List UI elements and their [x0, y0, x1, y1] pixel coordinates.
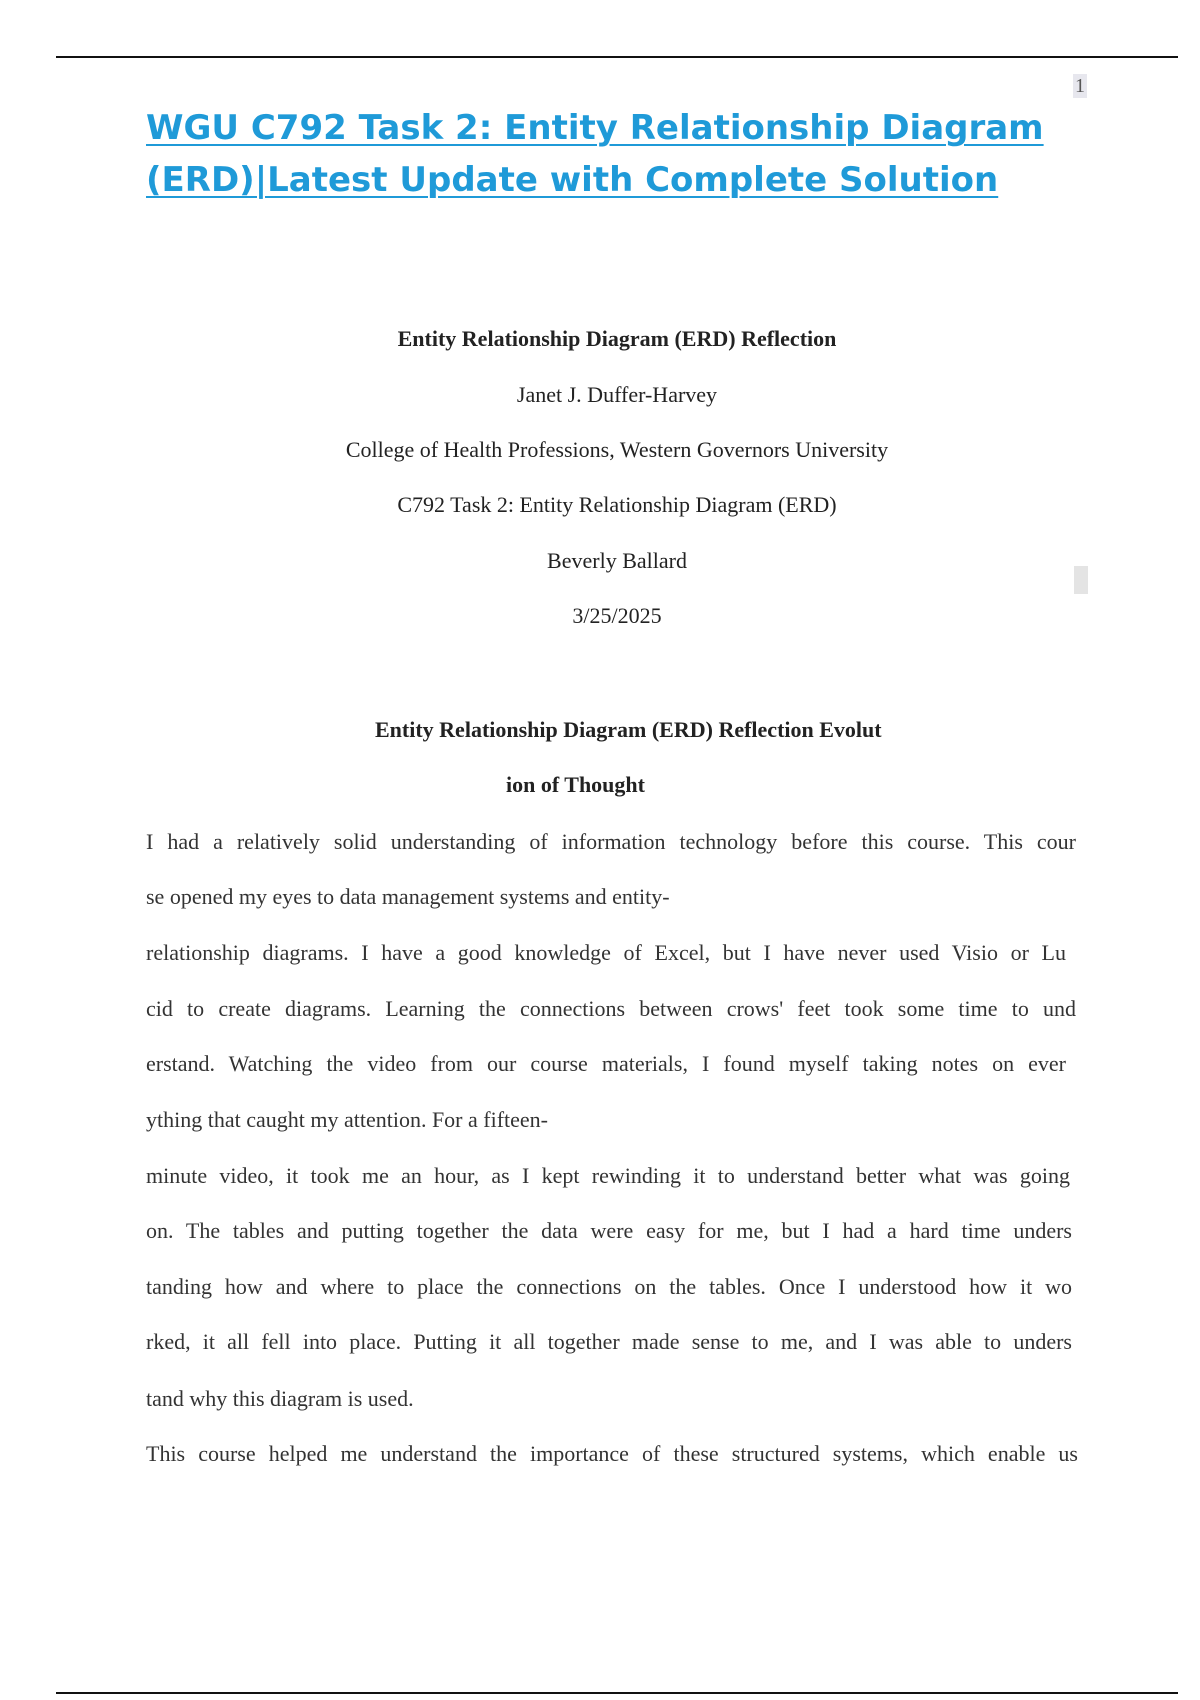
body-line-6: ything that caught my attention. For a fifteen- — [146, 1107, 549, 1132]
cover-date: 3/25/2025 — [572, 603, 662, 628]
cover-instructor: Beverly Ballard — [547, 548, 687, 573]
body-line-7: minute video, it took me an hour, as I kept rewinding it to understand better what was going — [146, 1163, 1070, 1188]
body-line-2: se opened my eyes to data management systems and entity- — [146, 884, 670, 909]
body-line-8: on. The tables and putting together the data were easy for me, but I had a hard time unders — [146, 1218, 1072, 1243]
body-line-1: I had a relatively solid understanding of information technology before this course. This cour — [146, 829, 1076, 854]
body-line-11: tand why this diagram is used. — [146, 1386, 414, 1411]
section-heading-line-2: ion of Thought — [506, 772, 645, 797]
page-top-rule — [56, 56, 1178, 58]
body-line-4: cid to create diagrams. Learning the connections between crows' feet took some time to und — [146, 996, 1076, 1021]
body-line-10: rked, it all fell into place. Putting it all together made sense to me, and I was able to unders — [146, 1329, 1072, 1354]
cover-course: C792 Task 2: Entity Relationship Diagram (ERD) — [397, 492, 837, 517]
cover-institution: College of Health Professions, Western Governors University — [345, 437, 889, 462]
cover-title: Entity Relationship Diagram (ERD) Reflection — [397, 326, 837, 351]
body-line-12: This course helped me understand the importance of these structured systems, which enable us — [146, 1441, 1078, 1466]
document-title-link[interactable] — [146, 102, 1044, 206]
body-line-5: erstand. Watching the video from our course materials, I found myself taking notes on ever — [146, 1051, 1066, 1076]
body-line-9: tanding how and where to place the connections on the tables. Once I understood how it wo — [146, 1274, 1072, 1299]
title-line-1: WGU C792 Task 2: Entity Relationship Diagram — [146, 108, 1044, 148]
body-line-3: relationship diagrams. I have a good knowledge of Excel, but I have never used Visio or Lu — [146, 940, 1066, 965]
page-bottom-rule — [56, 1692, 1178, 1694]
page-number: 1 — [1075, 75, 1085, 97]
section-heading-line-1: Entity Relationship Diagram (ERD) Reflection Evolut — [375, 717, 882, 742]
title-line-2: (ERD)|Latest Update with Complete Solution — [146, 160, 999, 200]
cover-author: Janet J. Duffer-Harvey — [516, 382, 718, 407]
